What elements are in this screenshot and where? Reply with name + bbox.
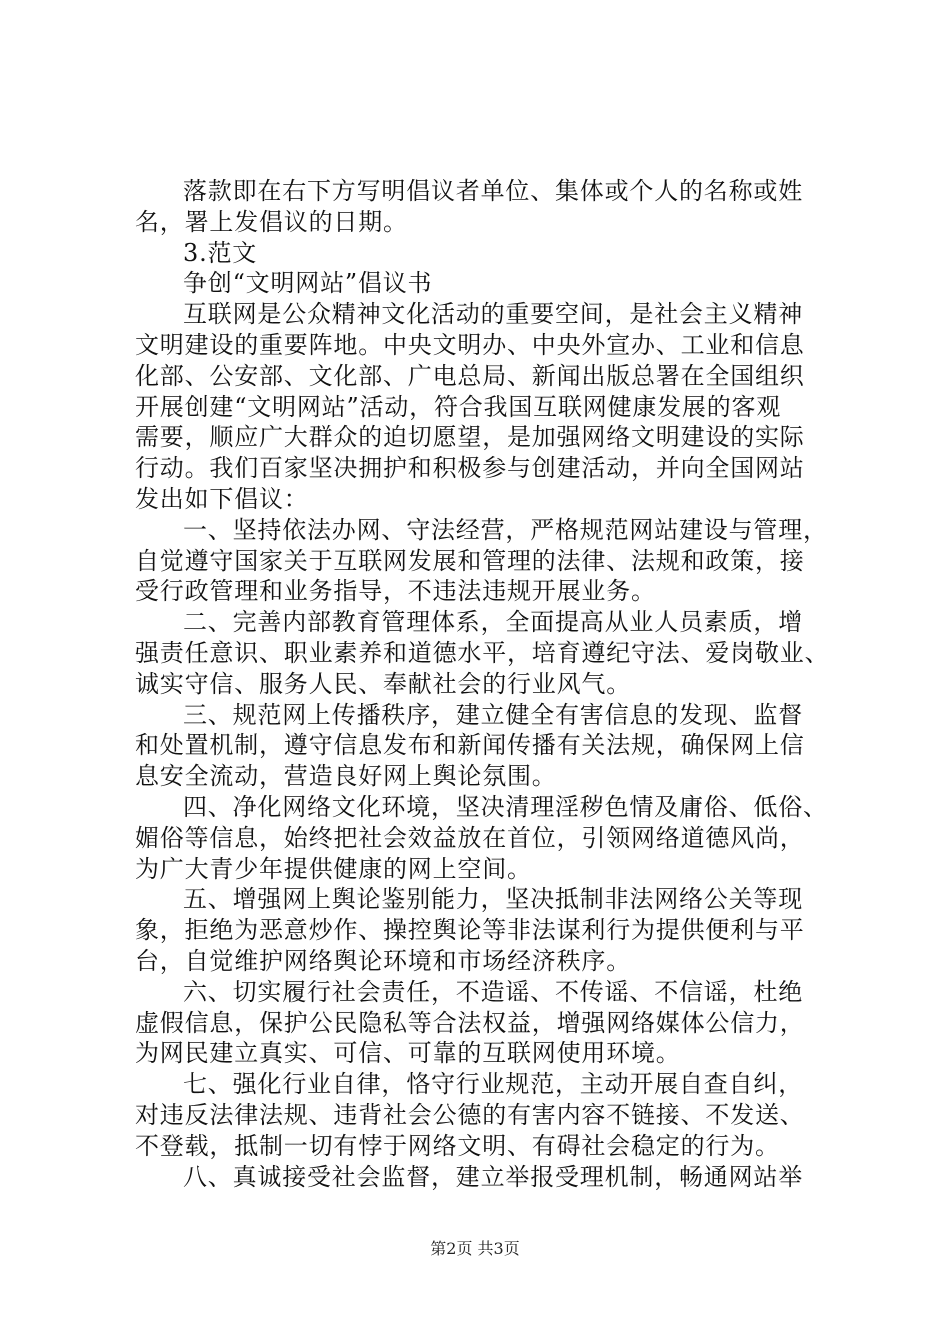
- text-line: 一、坚持依法办网、守法经营，严格规范网站建设与管理，: [183, 515, 828, 544]
- text-line: 虚假信息，保护公民隐私等合法权益，增强网络媒体公信力，: [135, 1008, 805, 1037]
- text-line: 象，拒绝为恶意炒作、操控舆论等非法谋利行为提供便利与平: [135, 916, 805, 945]
- text-line: 诚实守信、服务人民、奉献社会的行业风气。: [135, 669, 631, 698]
- text-line: 为网民建立真实、可信、可靠的互联网使用环境。: [135, 1039, 681, 1068]
- text-line: 行动。我们百家坚决拥护和积极参与创建活动，并向全国网站: [135, 454, 805, 483]
- text-line: 三、规范网上传播秩序，建立健全有害信息的发现、监督: [183, 700, 803, 729]
- text-line: 六、切实履行社会责任，不造谣、不传谣、不信谣，杜绝: [183, 977, 803, 1006]
- text-line: 互联网是公众精神文化活动的重要空间，是社会主义精神: [183, 300, 803, 329]
- document-body: [135, 176, 835, 1192]
- text-line: 为广大青少年提供健康的网上空间。: [135, 854, 532, 883]
- text-line: 落款即在右下方写明倡议者单位、集体或个人的名称或姓: [183, 177, 803, 205]
- text-line: 八、真诚接受社会监督，建立举报受理机制，畅通网站举: [183, 1162, 803, 1191]
- text-line: 媚俗等信息，始终把社会效益放在首位，引领网络道德风尚，: [135, 823, 805, 852]
- text-line: 开展创建“文明网站”活动，符合我国互联网健康发展的客观: [135, 392, 782, 421]
- text-line: 对违反法律法规、违背社会公德的有害内容不链接、不发送、: [135, 1100, 805, 1129]
- text-line: 和处置机制，遵守信息发布和新闻传播有关法规，确保网上信: [135, 731, 805, 760]
- text-line: 不登载，抵制一切有悖于网络文明、有碍社会稳定的行为。: [135, 1131, 780, 1160]
- text-line: 五、增强网上舆论鉴别能力，坚决抵制非法网络公关等现: [183, 885, 803, 914]
- text-line: 文明建设的重要阵地。中央文明办、中央外宣办、工业和信息: [135, 330, 805, 359]
- text-line: 四、净化网络文化环境，坚决清理淫秽色情及庸俗、低俗、: [183, 792, 828, 821]
- document-title: 争创“文明网站”倡议书: [183, 269, 433, 298]
- text-line: 自觉遵守国家关于互联网发展和管理的法律、法规和政策，接: [135, 546, 805, 575]
- page-number-footer: 第2页 共3页: [430, 1239, 520, 1258]
- text-line: 名，署上发倡议的日期。: [135, 207, 408, 236]
- text-line: 台，自觉维护网络舆论环境和市场经济秩序。: [135, 946, 631, 975]
- text-line: 发出如下倡议：: [135, 484, 309, 513]
- text-line: 息安全流动，营造良好网上舆论氛围。: [135, 762, 557, 791]
- text-line: 七、强化行业自律，恪守行业规范，主动开展自查自纠，: [183, 1070, 803, 1099]
- text-line: 受行政管理和业务指导，不违法违规开展业务。: [135, 577, 656, 606]
- text-line: 二、完善内部教育管理体系，全面提高从业人员素质，增: [183, 608, 803, 637]
- section-number: 3.范文: [183, 238, 258, 267]
- text-line: 化部、公安部、文化部、广电总局、新闻出版总署在全国组织: [135, 361, 805, 390]
- text-line: 强责任意识、职业素养和道德水平，培育遵纪守法、爱岗敬业、: [135, 638, 830, 667]
- text-line: 需要，顺应广大群众的迫切愿望，是加强网络文明建设的实际: [135, 423, 805, 452]
